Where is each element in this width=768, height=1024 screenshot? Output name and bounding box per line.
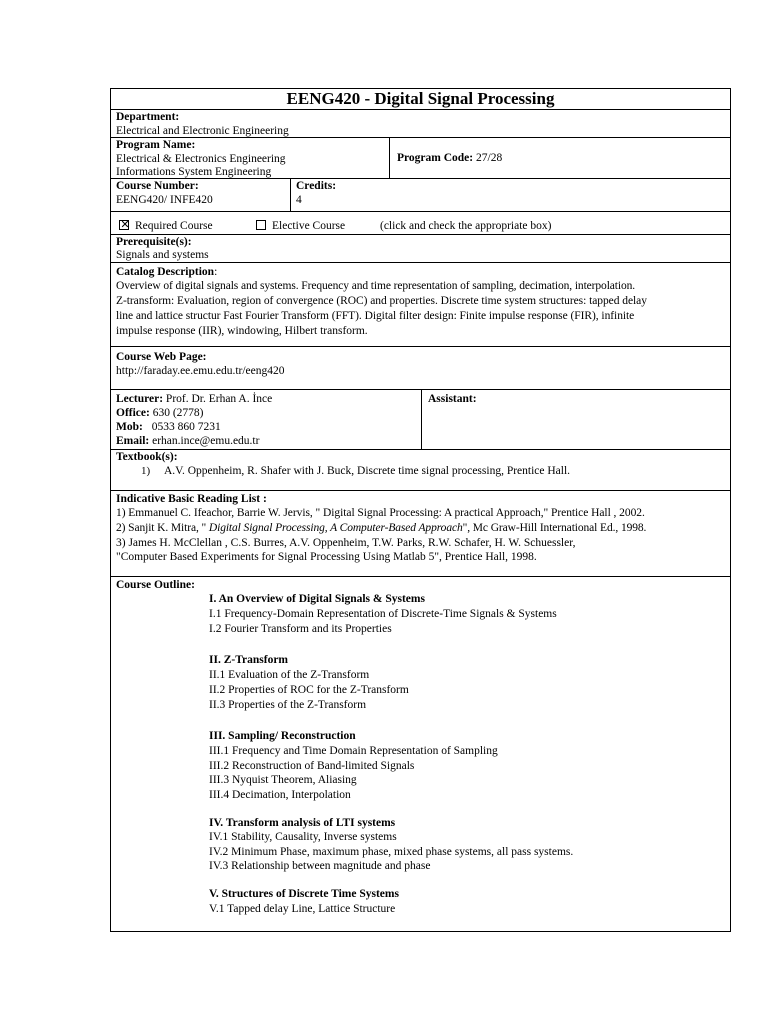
web-page-row xyxy=(111,347,730,390)
textbook-item: A.V. Oppenheim, R. Shafer with J. Buck, Discrete time signal processing, Prentice Hall. xyxy=(164,465,571,477)
assistant-label: Assistant: xyxy=(428,393,477,405)
required-checkbox[interactable] xyxy=(119,220,129,230)
program-row xyxy=(111,138,730,179)
program-code xyxy=(397,151,502,166)
outline-item: I.2 Fourier Transform and its Properties xyxy=(209,623,392,635)
required-label: Required Course xyxy=(135,220,213,232)
office-label: Office: xyxy=(116,407,150,419)
outline-label: Course Outline: xyxy=(116,579,195,591)
textbooks-label: Textbook(s): xyxy=(116,451,178,463)
reading-item-4: "Computer Based Experiments for Signal Processing Using Matlab 5", Prentice Hall, 1998. xyxy=(116,551,537,563)
program-code-label: Program Code: xyxy=(397,152,474,164)
reading-label: Indicative Basic Reading List : xyxy=(116,493,267,505)
outline-section-title: V. Structures of Discrete Time Systems xyxy=(209,888,399,900)
outline-section-title: IV. Transform analysis of LTI systems xyxy=(209,817,396,829)
outline-item: V.1 Tapped delay Line, Lattice Structure xyxy=(209,903,396,915)
catalog-line-1: Overview of digital signals and systems. Frequency and time representation of sampling, decimation, interpolation. xyxy=(116,280,636,292)
credits-value: 4 xyxy=(296,194,302,206)
prerequisites-label: Prerequisite(s): xyxy=(116,236,192,248)
divider xyxy=(290,179,291,211)
email-label: Email: xyxy=(116,435,150,447)
program-value-2: Informations System Engineering xyxy=(116,166,272,178)
course-form xyxy=(110,88,731,932)
outline-item: IV.2 Minimum Phase, maximum phase, mixed phase systems, all pass systems. xyxy=(209,846,574,858)
course-type-row xyxy=(111,212,730,235)
divider xyxy=(421,390,422,449)
reading-item-3: 3) James H. McClellan , C.S. Burres, A.V. Oppenheim, T.W. Parks, R.W. Schafer, H. W. Schuessler, xyxy=(116,537,576,549)
lecturer-row xyxy=(111,390,730,450)
email-value[interactable]: erhan.ince@emu.edu.tr xyxy=(152,435,260,447)
lecturer-name-value: Prof. Dr. Erhan A. İnce xyxy=(165,393,273,405)
office-value: 630 (2778) xyxy=(152,407,204,419)
catalog-row xyxy=(111,263,730,347)
mob-label: Mob: xyxy=(116,421,143,433)
title-row xyxy=(111,89,730,110)
prerequisites-value: Signals and systems xyxy=(116,249,209,261)
course-number-value: EENG420/ INFE420 xyxy=(116,194,213,206)
web-page-label: Course Web Page: xyxy=(116,351,207,363)
outline-section-title: III. Sampling/ Reconstruction xyxy=(209,730,356,742)
course-number-label: Course Number: xyxy=(116,180,199,192)
prerequisites-row xyxy=(111,235,730,263)
course-number-row xyxy=(111,179,730,212)
department-label: Department: xyxy=(116,111,180,123)
program-code-value: 27/28 xyxy=(476,152,503,164)
textbook-num: 1) xyxy=(141,465,151,477)
outline-item: IV.1 Stability, Causality, Inverse systems xyxy=(209,831,397,843)
elective-label: Elective Course xyxy=(272,220,346,232)
reading-item-2-title: Digital Signal Processing, A Computer-Based Approach xyxy=(208,522,463,534)
mob-value: 0533 860 7231 xyxy=(151,421,221,433)
web-page-link[interactable]: http://faraday.ee.emu.edu.tr/eeng420 xyxy=(116,365,285,377)
reading-item-1: 1) Emmanuel C. Ifeachor, Barrie W. Jervis, " Digital Signal Processing: A practical Approach," Prentice Hall , 2002. xyxy=(116,507,645,519)
outline-item: II.1 Evaluation of the Z-Transform xyxy=(209,669,370,681)
outline-section-title: II. Z-Transform xyxy=(209,654,289,666)
outline-item: IV.3 Relationship between magnitude and phase xyxy=(209,860,431,872)
outline-item: II.3 Properties of the Z-Transform xyxy=(209,699,367,711)
credits-label: Credits: xyxy=(296,180,337,192)
catalog-line-2: Z-transform: Evaluation, region of convergence (ROC) and properties. Discrete time system structures: tapped delay xyxy=(116,295,647,307)
department-row xyxy=(111,110,730,138)
elective-checkbox[interactable] xyxy=(256,220,266,230)
reading-item-2 xyxy=(116,521,725,535)
course-type-note: (click and check the appropriate box) xyxy=(380,220,552,232)
outline-item: III.1 Frequency and Time Domain Representation of Sampling xyxy=(209,745,498,757)
reading-item-2-pre: 2) Sanjit K. Mitra, " xyxy=(116,522,209,534)
outline-section-title: I. An Overview of Digital Signals & Systems xyxy=(209,593,425,605)
required-course-option[interactable] xyxy=(119,219,213,234)
catalog-colon: : xyxy=(214,266,218,278)
catalog-line-4: impulse response (IIR), windowing, Hilbert transform. xyxy=(116,325,368,337)
outline-item: III.2 Reconstruction of Band-limited Signals xyxy=(209,760,415,772)
page-title: EENG420 - Digital Signal Processing xyxy=(286,89,555,108)
outline-item: I.1 Frequency-Domain Representation of Discrete-Time Signals & Systems xyxy=(209,608,557,620)
catalog-label: Catalog Description xyxy=(116,266,215,278)
department-value: Electrical and Electronic Engineering xyxy=(116,125,289,137)
outline-item: III.4 Decimation, Interpolation xyxy=(209,789,351,801)
elective-course-option[interactable] xyxy=(256,219,345,234)
program-value-1: Electrical & Electronics Engineering xyxy=(116,153,286,165)
textbooks-row xyxy=(111,450,730,491)
outline-item: III.3 Nyquist Theorem, Aliasing xyxy=(209,774,357,786)
catalog-line-3: line and lattice structur Fast Fourier Transform (FFT). Digital filter design: Finite impulse response (FIR), infinite xyxy=(116,310,635,322)
divider xyxy=(389,138,390,178)
outline-row xyxy=(111,577,730,931)
reading-row xyxy=(111,491,730,577)
lecturer-name-label: Lecturer: xyxy=(116,393,164,405)
check-mark-icon: ✕ xyxy=(120,219,130,231)
program-label: Program Name: xyxy=(116,139,196,151)
outline-item: II.2 Properties of ROC for the Z-Transform xyxy=(209,684,409,696)
catalog-heading xyxy=(116,265,725,279)
reading-item-2-post: ", Mc Graw-Hill International Ed., 1998. xyxy=(462,522,647,534)
